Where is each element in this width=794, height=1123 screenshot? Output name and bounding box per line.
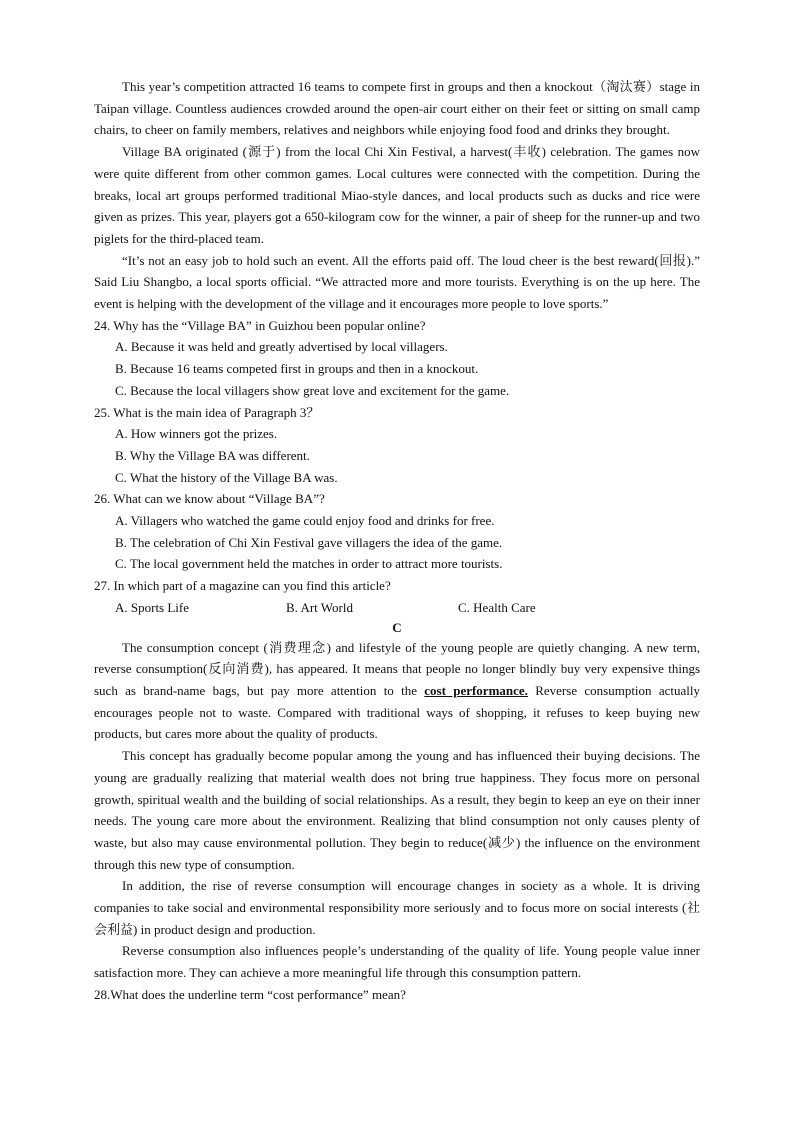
option-c: C. Health Care (458, 599, 536, 615)
option-a: A. Villagers who watched the game could enjoy food and drinks for free. (115, 513, 495, 529)
passage-c-paragraph-3: In addition, the rise of reverse consumption will encourage changes in society as a whole. It is driving companies to take social and environmental responsibility more seriously and to focus more on social interests (社会利益) in product design and production. (94, 878, 700, 937)
paragraph-text-start: The consumption concept (消费理念) and lifestyle of the young people are quietly changing. A new term, reverse consumption(反向消费), has appeared. It means that people no longer blindly buy very expensive things such as brand-name bags, but pay more attention to the (94, 639, 700, 698)
options-row (115, 597, 700, 619)
option-b: B. Art World (286, 599, 353, 615)
passage-c-paragraph-2: This concept has gradually become popular among the young and has influenced their buying decisions. The young are gradually realizing that material wealth does not bring true happiness. They focus more on personal growth, spiritual wealth and the building of social relationships. As a result, they begin to keep an eye on their inner needs. The young care more about the environment. Realizing that blind consumption not only causes plenty of waste, but also may cause environmental pollution. They begin to reduce(减少) the influence on the environment through this new type of consumption. (94, 748, 700, 872)
passage-b-paragraph-2: Village BA originated (源于) from the local Chi Xin Festival, a harvest(丰收) celebration. The games now were quite different from other common games. Local cultures were connected with the competition. During the breaks, local art groups performed traditional Miao-style dances, and local products such as ducks and rice were given as prizes. This year, players got a 650-kilogram cow for the winner, a pair of sheep for the runner-up and two piglets for the third-placed team. (94, 144, 700, 246)
exam-page (94, 76, 700, 1006)
option-c: C. What the history of the Village BA was. (115, 469, 338, 485)
passage-c-paragraph-1 (94, 637, 700, 746)
question-28-stem: 28.What does the underline term “cost performance” mean? (94, 986, 406, 1002)
option-a: A. How winners got the prizes. (115, 426, 278, 442)
option-b: B. The celebration of Chi Xin Festival gave villagers the idea of the game. (115, 534, 503, 550)
question-stem: 25. What is the main idea of Paragraph 3？ (94, 404, 320, 420)
question-stem: 24. Why has the “Village BA” in Guizhou been popular online? (94, 317, 426, 333)
question-27 (94, 575, 700, 618)
option-a: A. Because it was held and greatly advertised by local villagers. (115, 339, 448, 355)
question-25 (94, 402, 700, 489)
underlined-term: cost performance. (424, 682, 528, 698)
option-c: C. The local government held the matches in order to attract more tourists. (115, 556, 503, 572)
option-c: C. Because the local villagers show great love and excitement for the game. (115, 382, 510, 398)
passage-b-paragraph-3: “It’s not an easy job to hold such an event. All the efforts paid off. The loud cheer is the best reward(回报).” Said Liu Shangbo, a local sports official. “We attracted more and more tourists. Everything is on the up here. The event is helping with the development of the village and it encourages more people to love sports.” (94, 252, 700, 312)
option-a: A. Sports Life (115, 599, 190, 615)
paragraph-text-end: Reverse consumption actually encourages people not to waste. Compared with traditional ways of shopping, it refuses to keep buying new products, but cares more about the quality of products. (94, 682, 700, 742)
question-stem: 26. What can we know about “Village BA”? (94, 491, 325, 507)
section-c-heading: C (392, 619, 402, 635)
option-b: B. Why the Village BA was different. (115, 447, 310, 463)
option-b: B. Because 16 teams competed first in groups and then in a knockout. (115, 361, 479, 377)
question-24 (94, 315, 700, 402)
passage-c-paragraph-4: Reverse consumption also influences people’s understanding of the quality of life. Young people value inner satisfaction more. They can achieve a more meaningful life through this consumption pattern. (94, 943, 700, 981)
passage-b-paragraph-1: This year’s competition attracted 16 teams to compete first in groups and then a knockout（淘汰赛）stage in Taipan village. Countless audiences crowded around the open-air court either on their feet or sitting on small camp chairs, to cheer on family members, relatives and neighbors while enjoying food food and drinks they brought. (94, 79, 700, 138)
question-26 (94, 488, 700, 575)
question-stem: 27. In which part of a magazine can you find this article? (94, 578, 391, 594)
